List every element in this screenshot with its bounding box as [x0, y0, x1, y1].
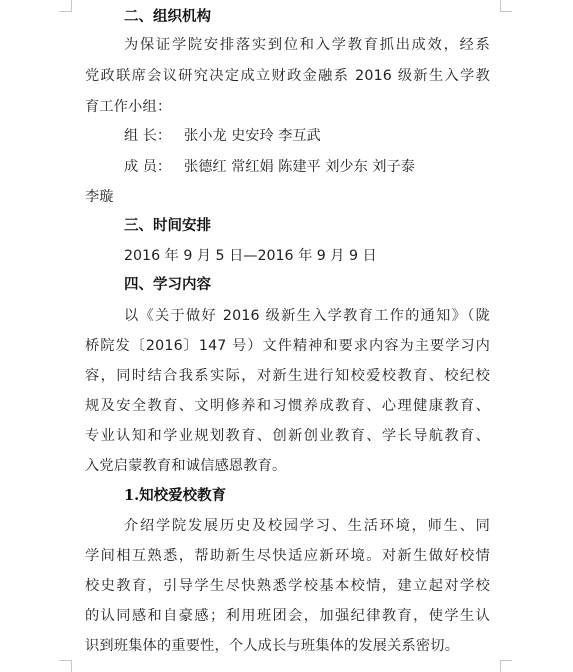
paragraph-line: 容，同时结合我系实际，对新生进行知校爱校教育、校纪校	[85, 368, 490, 384]
crop-mark-top-right-horizontal	[500, 11, 512, 12]
section-heading-organization: 二、组织机构	[124, 9, 211, 25]
leader-names: 张小龙 史安玲 李互武	[184, 128, 321, 144]
crop-mark-bottom-left-horizontal	[59, 660, 71, 661]
paragraph-line: 育工作小组：	[85, 99, 172, 115]
paragraph-line: 识到班集体的重要性，个人成长与班集体的发展关系密切。	[85, 638, 460, 654]
crop-mark-top-left-horizontal	[59, 11, 71, 12]
member-names-line2: 李璇	[85, 189, 114, 205]
paragraph-line: 校史教育，引导学生尽快熟悉学校基本校情，建立起对学校	[85, 578, 490, 594]
crop-mark-bottom-right-horizontal	[500, 660, 512, 661]
paragraph-line: 介绍学院发展历史及校园学习、生活环境，师生、同	[124, 518, 490, 534]
paragraph-line: 的认同感和自豪感；利用班团会，加强纪律教育，使学生认	[85, 608, 490, 624]
paragraph-line: 为保证学院安排落实到位和入学教育抓出成效，经系	[124, 37, 490, 53]
section-heading-content: 四、学习内容	[124, 277, 211, 293]
paragraph-line: 规及安全教育、文明修养和习惯养成教育、心理健康教育、	[85, 398, 490, 414]
paragraph-line: 桥院发〔2016〕147 号）文件精神和要求内容为主要学习内	[85, 338, 490, 354]
paragraph-line: 学间相互熟悉，帮助新生尽快适应新环境。对新生做好校情	[85, 548, 490, 564]
paragraph-line: 党政联席会议研究决定成立财政金融系 2016 级新生入学教	[85, 68, 490, 84]
paragraph-line: 入党启蒙教育和诚信感恩教育。	[85, 458, 287, 474]
crop-mark-top-left-vertical	[71, 0, 72, 12]
subsection-heading-school-love: 1.知校爱校教育	[124, 487, 227, 504]
leader-label: 组 长：	[124, 128, 172, 144]
member-label: 成 员：	[124, 159, 172, 175]
member-names-line1: 张德红 常红娟 陈建平 刘少东 刘子泰	[184, 159, 415, 175]
crop-mark-bottom-right-vertical	[500, 660, 501, 672]
paragraph-line: 以《关于做好 2016 级新生入学教育工作的通知》（陇	[124, 308, 490, 324]
crop-mark-bottom-left-vertical	[71, 660, 72, 672]
section-heading-schedule: 三、时间安排	[124, 218, 211, 234]
schedule-dates: 2016 年 9 月 5 日—2016 年 9 月 9 日	[124, 248, 377, 264]
paragraph-line: 专业认知和学业规划教育、创新创业教育、学长导航教育、	[85, 428, 490, 444]
